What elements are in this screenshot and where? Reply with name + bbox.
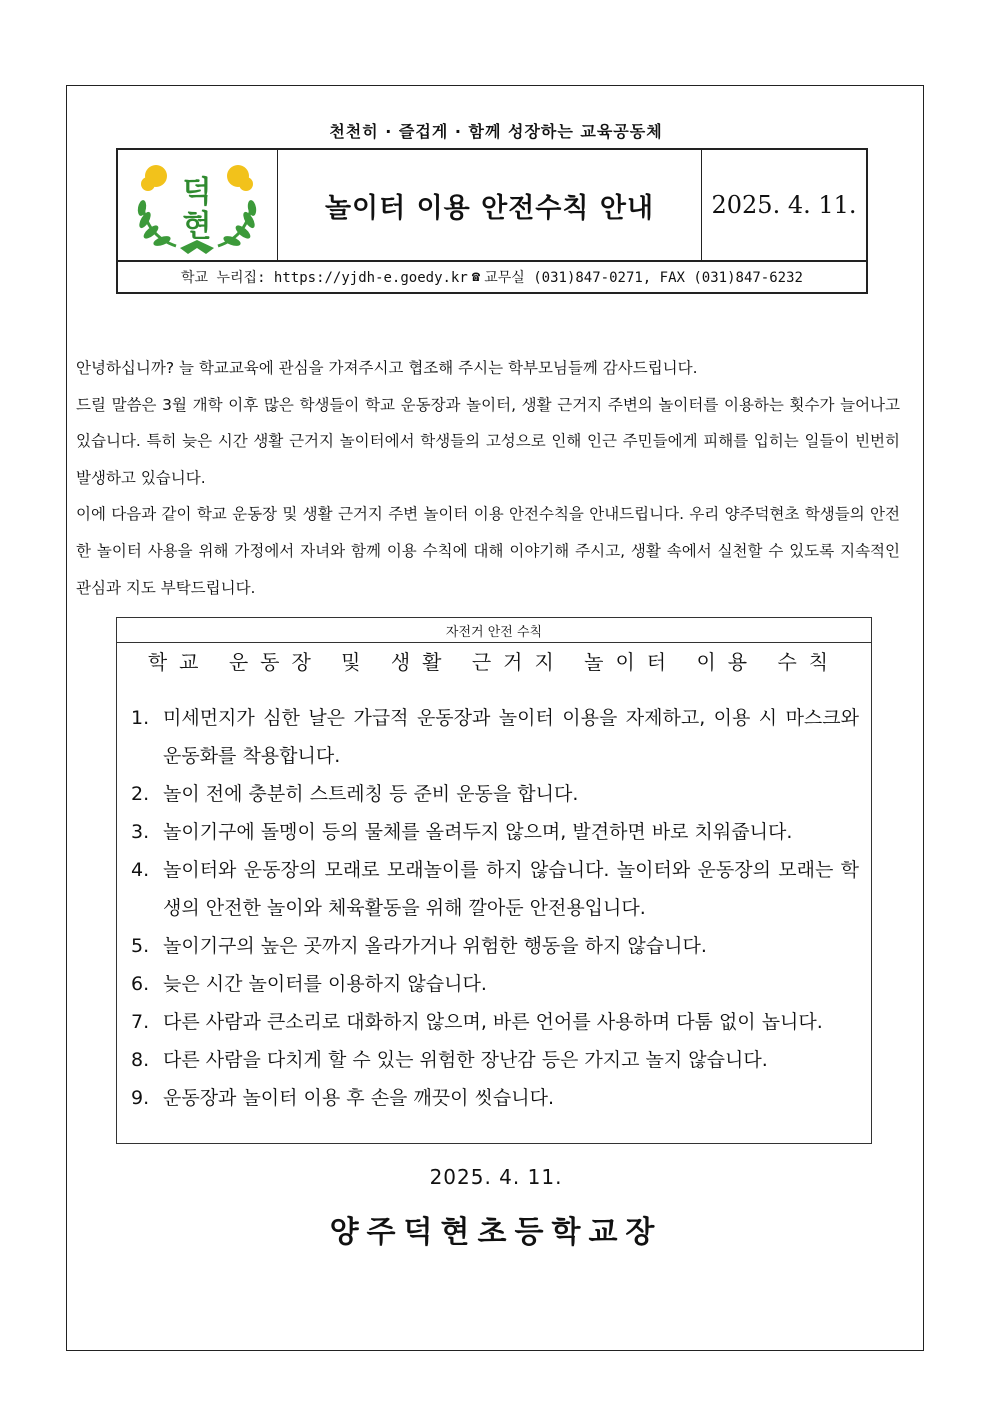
logo-char-1: 덕 (182, 175, 212, 210)
request-paragraph: 이에 다음과 같이 학교 운동장 및 생활 근거지 주변 놀이터 이용 안전수칙을 안내드립니다. 우리 양주덕현초 학생들의 안전한 놀이터 사용을 위해 가정에서 자녀와 함께 이용 수칙에 대해 이야기해 주시고, 생활 속에서 실천할 수 있도록 지속적인 관심과 지도 부탁드립니다. (76, 505, 900, 597)
rules-box (116, 617, 872, 1144)
rule-item: 3. 놀이기구에 돌멩이 등의 물체를 올려두지 않으며, 발견하면 바로 치워줍니다. (131, 821, 793, 843)
rules-box-caption: 자전거 안전 수칙 (117, 618, 871, 643)
footer-date: 2025. 4. 11. (429, 1165, 563, 1189)
header-date: 2025. 4. 11. (701, 150, 866, 260)
header-table (116, 148, 868, 294)
rule-item: 2. 놀이 전에 충분히 스트레칭 등 준비 운동을 합니다. (131, 783, 579, 805)
school-emblem-icon (118, 150, 276, 258)
logo-char-2: 현 (182, 209, 212, 244)
rules-list (117, 699, 871, 1117)
principal-signature: 양주덕현초등학교장 (329, 1215, 663, 1250)
phone-fax-text: 교무실 (031)847-0271, FAX (031)847-6232 (484, 270, 803, 286)
rule-item: 4. 놀이터와 운동장의 모래로 모래놀이를 하지 않습니다. 놀이터와 운동장의 모래는 학생의 안전한 놀이와 체육활동을 위해 깔아둔 안전용입니다. (131, 859, 859, 919)
school-slogan: 천천히 · 즐겁게 · 함께 성장하는 교육공동체 (329, 122, 663, 141)
rule-item: 7. 다른 사람과 큰소리로 대화하지 않으며, 바른 언어를 사용하며 다툼 없이 놉니다. (131, 1011, 823, 1033)
rule-item: 5. 놀이기구의 높은 곳까지 올라가거나 위험한 행동을 하지 않습니다. (131, 935, 707, 957)
homepage-text: 학교 누리집: https://yjdh-e.goedy.kr (181, 270, 468, 286)
rule-item: 8. 다른 사람을 다치게 할 수 있는 위험한 장난감 등은 가지고 놀지 않습니다. (131, 1049, 768, 1071)
school-contact-info (118, 260, 866, 292)
rule-item: 6. 늦은 시간 놀이터를 이용하지 않습니다. (131, 973, 487, 995)
rule-item: 9. 운동장과 놀이터 이용 후 손을 깨끗이 씻습니다. (131, 1087, 555, 1109)
rules-heading: 학교 운동장 및 생활 근거지 놀이터 이용 수칙 (147, 650, 841, 674)
situation-paragraph: 드릴 말씀은 3월 개학 이후 많은 학생들이 학교 운동장과 놀이터, 생활 근거지 주변의 놀이터를 이용하는 횟수가 늘어나고 있습니다. 특히 늦은 시간 생활 근거지 놀이터에서 학생들의 고성으로 인해 인근 주민들에게 피해를 입히는 일들이 빈번히 발생하고 있습니다. (76, 395, 900, 487)
greeting-paragraph: 안녕하십니까? 늘 학교교육에 관심을 가져주시고 협조해 주시는 학부모님들께 감사드립니다. (76, 359, 698, 377)
rule-item: 1. 미세먼지가 심한 날은 가급적 운동장과 놀이터 이용을 자제하고, 이용 시 마스크와 운동화를 착용합니다. (131, 707, 859, 767)
school-logo (118, 150, 278, 260)
letter-body (76, 350, 900, 606)
telephone-icon: ☎ (471, 269, 481, 285)
document-title: 놀이터 이용 안전수칙 안내 (324, 192, 655, 224)
